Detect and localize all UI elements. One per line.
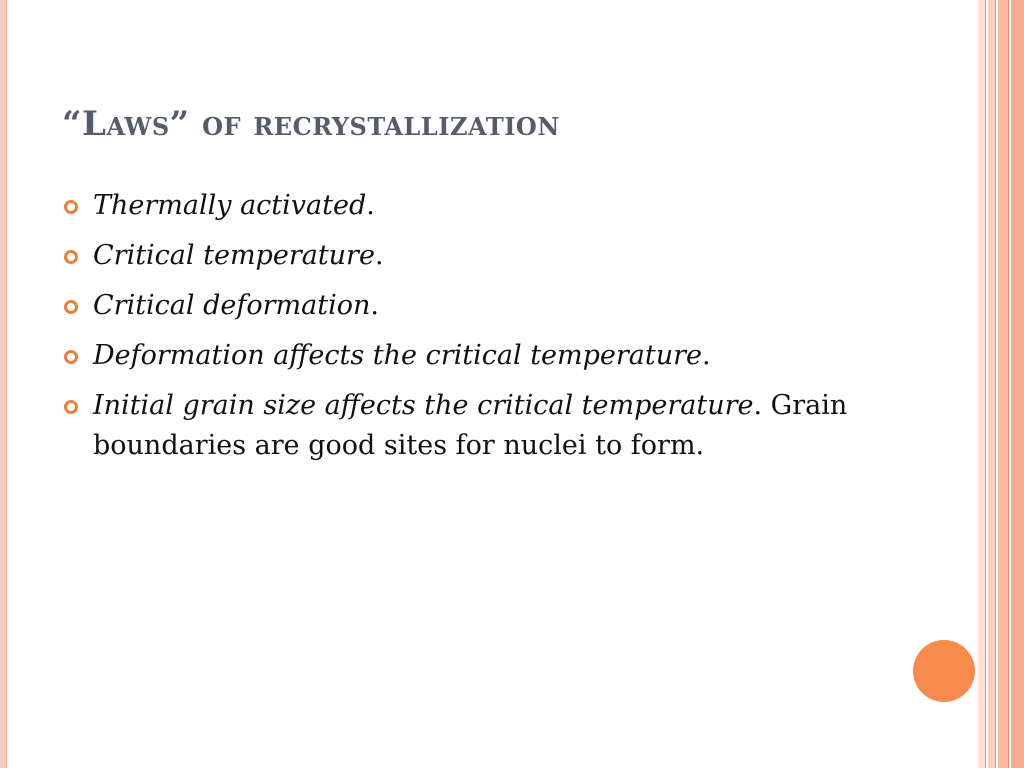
list-item: [62, 236, 882, 276]
bullet-ring-icon: [64, 250, 78, 264]
list-item: [62, 286, 882, 326]
bullet-text: Critical deformation: [93, 290, 371, 321]
bullet-text: Deformation affects the critical temperature: [93, 340, 703, 371]
bullet-ring-icon: [64, 300, 78, 314]
bullet-period: .: [370, 290, 379, 321]
slide-title: “Laws” of recrystallization: [62, 104, 560, 144]
bullet-period: .: [366, 190, 375, 221]
bullet-ring-icon: [64, 350, 78, 364]
bullet-ring-icon: [64, 200, 78, 214]
bullet-period: .: [753, 390, 763, 421]
accent-circle: [913, 640, 975, 702]
left-border-decoration: [0, 0, 7, 768]
bullet-text: Critical temperature: [93, 240, 375, 271]
right-stripes-decoration: [978, 0, 1024, 768]
bullet-period: .: [374, 240, 384, 271]
list-item: [62, 386, 882, 466]
list-item: [62, 186, 882, 226]
bullet-text: Initial grain size affects the critical temperature: [93, 390, 754, 421]
list-item: [62, 336, 882, 376]
bullet-list: [62, 186, 882, 476]
bullet-text: Thermally activated: [93, 190, 367, 221]
bullet-continuation-text: Grain boundaries are good sites for nuclei to form.: [93, 390, 848, 461]
bullet-period: .: [702, 340, 711, 371]
bullet-ring-icon: [64, 400, 78, 414]
